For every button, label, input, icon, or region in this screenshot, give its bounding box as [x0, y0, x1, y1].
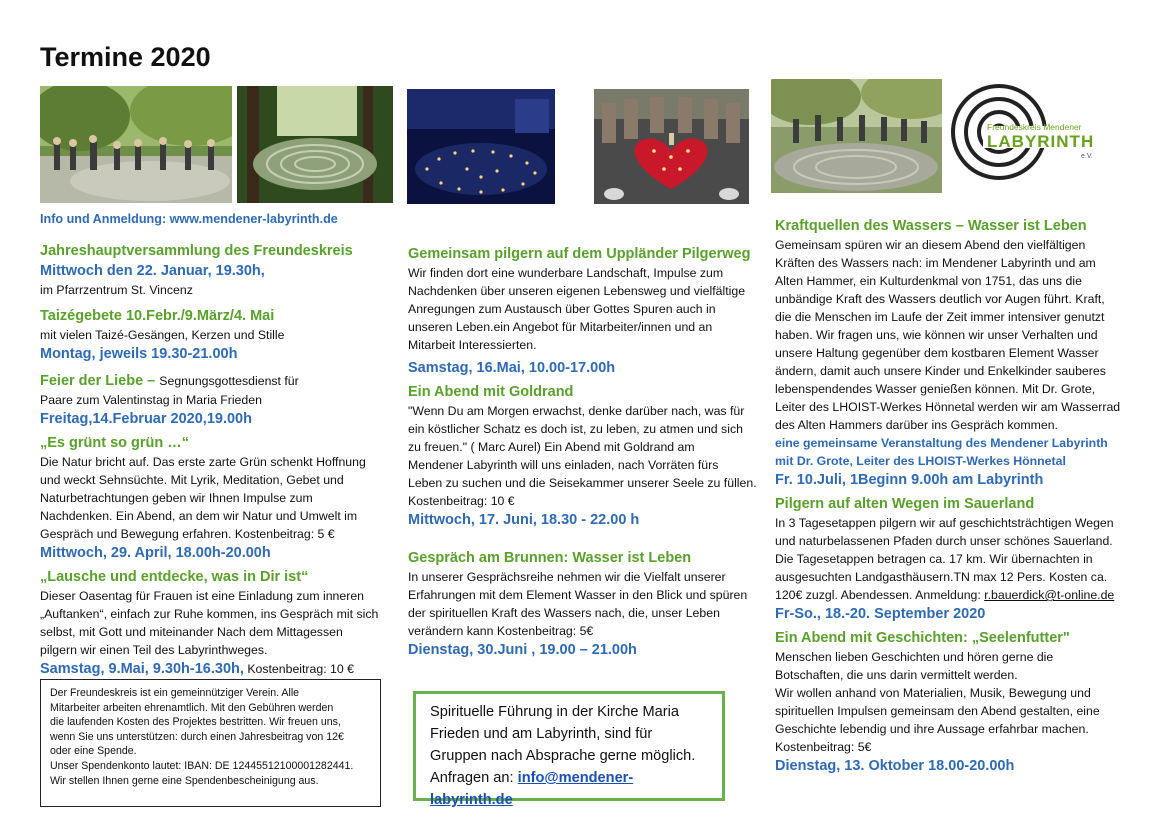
- event-description: Menschen lieben Geschichten und hören gerne die: [775, 650, 1054, 664]
- info-registration: Info und Anmeldung: www.mendener-labyrinth.de: [40, 212, 338, 226]
- event-description: und naturbelassenen Pfaden durch unser schönes Sauerland.: [775, 534, 1113, 548]
- event-description: Gespräch und Bewegung erfahren. Kostenbeitrag: 5 €: [40, 527, 335, 541]
- event-description: des Alten Hammers darüber ins Gespräch kommen.: [775, 418, 1058, 432]
- event-description: unsere Haltung gegenüber dem kostbaren Element Wasser: [775, 346, 1099, 360]
- event-date: Mittwoch den 22. Januar, 19.30h,: [40, 263, 265, 279]
- event-description: In unserer Gesprächsreihe nehmen wir die Vielfalt unserer: [408, 570, 726, 584]
- event-title: Ein Abend mit Goldrand: [408, 384, 574, 400]
- event-description: Die Tagesetappen betragen ca. 17 km. Wir übernachten in: [775, 552, 1093, 566]
- event-description: lebenspendendes Wasser genießen können. Mit Dr. Grote,: [775, 382, 1096, 396]
- event-description: der spirituellen Kraft des Wassers nach, die, unser Leben: [408, 606, 720, 620]
- event-place: im Pfarrzentrum St. Vincenz: [40, 283, 193, 297]
- guide-text: Frieden und am Labyrinth, sind für: [430, 726, 653, 742]
- event-date: Dienstag, 30.Juni , 19.00 – 21.00h: [408, 642, 637, 658]
- event-description: Erfahrungen mit dem Element Wasser in den Blick und spüren: [408, 588, 748, 602]
- spiritual-guide-box: [413, 691, 725, 808]
- event-description: 120€ zuzgl. Abendessen. Anmeldung:: [775, 588, 985, 602]
- event-date: Dienstag, 13. Oktober 18.00-20.00h: [775, 758, 1015, 774]
- email-link[interactable]: info@mendener-labyrinth.de: [430, 770, 634, 808]
- event-cost: Kostenbeitrag: 5€: [775, 740, 872, 754]
- event-description: ändern, damit auch unsere Kinder und Enkelkinder sauberes: [775, 364, 1106, 378]
- labyrinth-logo: [949, 82, 1099, 182]
- event-description: Nachdenken über unseren eigenen Lebensweg und vielfältige: [408, 284, 746, 298]
- event-date: Montag, jeweils 19.30-21.00h: [40, 346, 238, 362]
- event-description: Botschaften, die uns darin vermittelt werden.: [775, 668, 1018, 682]
- event-title: Gemeinsam pilgern auf dem Uppländer Pilgerweg: [408, 246, 751, 262]
- event-date: Mittwoch, 17. Juni, 18.30 - 22.00 h: [408, 512, 640, 528]
- event-description: mit vielen Taizé-Gesängen, Kerzen und Stille: [40, 328, 285, 342]
- donation-text: Wir stellen Ihnen gerne eine Spendenbescheinigung aus.: [50, 774, 319, 787]
- event-date: Fr. 10.Juli, 1Beginn 9.00h am Labyrinth: [775, 472, 1044, 488]
- event-date: Samstag, 9.Mai, 9.30h-16.30h,: [40, 661, 244, 677]
- event-description: ein köstlicher Schatz es doch ist, zu leben, zu atmen und sich: [408, 422, 743, 436]
- event-description: Kräften des Wassers nach: im Mendener Labyrinth und am: [775, 256, 1096, 270]
- event-description: Wir wollen anhand von Materialien, Musik, Bewegung und: [775, 686, 1091, 700]
- event-cost: Kostenbeitrag: 10 €: [408, 494, 515, 508]
- email-link[interactable]: r.bauerdick@t-online.de: [984, 588, 1115, 602]
- event-description: Mendener Labyrinth will uns einladen, nach Vorräten fürs: [408, 458, 719, 472]
- event-description: unseren Leben.ein Angebot für Mitarbeiter/innen und an: [408, 320, 713, 334]
- event-description: „Auftanken“, einfach zur Ruhe kommen, ins Gespräch mit sich: [40, 607, 379, 621]
- column-middle: [408, 244, 760, 660]
- event-description: Leben zu suchen und die Seisekammer unserer Seele zu füllen.: [408, 476, 757, 490]
- event-cost: Kostenbeitrag: 10 €: [243, 662, 354, 676]
- event-description: Wir finden dort eine wunderbare Landschaft, Impulse zum: [408, 266, 724, 280]
- page-title: Termine 2020: [40, 42, 211, 72]
- donation-text: Mitarbeiter arbeiten ehrenamtlich. Mit den Gebühren werden: [50, 701, 334, 714]
- event-description: zu freuen." ( Marc Aurel) Ein Abend mit Goldrand am: [408, 440, 695, 454]
- donation-text: oder eine Spende.: [50, 745, 137, 758]
- guide-text: Anfragen an:: [430, 770, 518, 786]
- logo-line2: LABYRINTH: [987, 132, 1095, 151]
- logo-line1: Freundeskreis Mendener: [987, 122, 1082, 132]
- event-description: Mitarbeit Interessierten.: [408, 338, 537, 352]
- event-title: Taizégebete 10.Febr./9.März/4. Mai: [40, 308, 275, 324]
- event-title: „Lausche und entdecke, was in Dir ist“: [40, 569, 309, 585]
- event-description: Alten Hammer, ein Kulturdenkmal von 1751, das uns die: [775, 274, 1082, 288]
- event-title: Feier der Liebe –: [40, 373, 160, 389]
- donation-text: Der Freundeskreis ist ein gemeinnütziger Verein. Alle: [50, 687, 300, 699]
- event-description: die die Menschen im Laufe der Zeit immer intensiver genutzt: [775, 310, 1105, 324]
- event-description: Geschichte lebendig und ihre Aussage erfahrbar machen.: [775, 722, 1089, 736]
- event-note: mit Dr. Grote, Leiter des LHOIST-Werkes Hönnetal: [775, 454, 1066, 468]
- event-description: "Wenn Du am Morgen erwachst, denke darüber nach, was für: [408, 404, 745, 418]
- event-note: eine gemeinsame Veranstaltung des Mendener Labyrinth: [775, 436, 1108, 450]
- photo-group-at-labyrinth: [771, 79, 942, 193]
- event-title: Jahreshauptversammlung des Freundeskreis: [40, 243, 353, 259]
- event-description: unbändige Kraft des Wassers deutlich vor Augen führt. Kraft,: [775, 292, 1105, 306]
- event-description: Die Natur bricht auf. Das erste zarte Grün schenkt Hoffnung: [40, 455, 366, 469]
- event-description: Leiter des LHOIST-Werkes Hönnetal werden wir am Wasserrad: [775, 400, 1121, 414]
- event-description: Paare zum Valentinstag in Maria Frieden: [40, 393, 262, 407]
- event-description: pilgern wir einen Teil des Labyrinthweges.: [40, 643, 268, 657]
- event-date: Freitag,14.Februar 2020,19.00h: [40, 411, 252, 427]
- column-right: [775, 216, 1137, 776]
- event-date: Mittwoch, 29. April, 18.00h-20.00h: [40, 545, 271, 561]
- photo-night-candle-labyrinth: [407, 89, 555, 204]
- donation-iban: Unser Spendenkonto lautet: IBAN: DE 12445512100001282441.: [50, 759, 354, 772]
- donation-text: wenn Sie uns unterstützen: durch einen Jahresbeitrag von 12€: [50, 730, 344, 743]
- event-description: selbst, mit Gott und miteinander Nach dem Mittagessen: [40, 625, 343, 639]
- donation-info-box: [40, 679, 381, 807]
- event-title: Pilgern auf alten Wegen im Sauerland: [775, 496, 1035, 512]
- guide-text: Gruppen nach Absprache gerne möglich.: [430, 748, 696, 764]
- event-description: ausgesuchten Landgasthäusern.TN max 12 Pers. Kosten ca.: [775, 570, 1108, 584]
- event-title: „Es grünt so grün …“: [40, 435, 190, 451]
- logo-line3: e.V.: [1081, 153, 1093, 160]
- event-description: Gemeinsam spüren wir an diesem Abend den vielfältigen: [775, 238, 1086, 252]
- donation-text: die laufenden Kosten des Projektes bestritten. Wir freuen uns,: [50, 716, 341, 729]
- event-description: spirituellen Impulsen gemeinsam den Abend gestalten, eine: [775, 704, 1100, 718]
- event-title: Gespräch am Brunnen: Wasser ist Leben: [408, 550, 692, 566]
- photo-group-walking-labyrinth: [40, 86, 232, 203]
- event-date: Samstag, 16.Mai, 10.00-17.00h: [408, 360, 616, 376]
- event-description: Dieser Oasentag für Frauen ist eine Einladung zum inneren: [40, 589, 365, 603]
- event-description: und weckt Sehnsüchte. Mit Lyrik, Meditation, Gebet und: [40, 473, 344, 487]
- photo-heart-candle-circle: [594, 89, 749, 204]
- photo-labyrinth-clearing: [237, 86, 393, 203]
- event-description: In 3 Tagesetappen pilgern wir auf geschichtsträchtigen Wegen: [775, 516, 1114, 530]
- event-description: Anregungen zum Austausch über Gottes Spuren auch in: [408, 302, 716, 316]
- event-description: verändern kann Kostenbeitrag: 5€: [408, 624, 594, 638]
- event-date: Fr-So., 18.-20. September 2020: [775, 606, 986, 622]
- event-title: Kraftquellen des Wassers – Wasser ist Leben: [775, 218, 1087, 234]
- event-description: Nachdenken. Ein Abend, an dem wir Natur und Umwelt im: [40, 509, 358, 523]
- guide-text: Spirituelle Führung in der Kirche Maria: [430, 704, 680, 720]
- event-description: Naturbetrachtungen geben wir Ihnen Impulse zum: [40, 491, 313, 505]
- column-left: [40, 241, 390, 679]
- event-description: haben. Wir fragen uns, wie können wir unser Verhalten und: [775, 328, 1098, 342]
- event-description: Segnungsgottesdienst für: [159, 374, 299, 388]
- event-title: Ein Abend mit Geschichten: „Seelenfutter": [775, 630, 1070, 646]
